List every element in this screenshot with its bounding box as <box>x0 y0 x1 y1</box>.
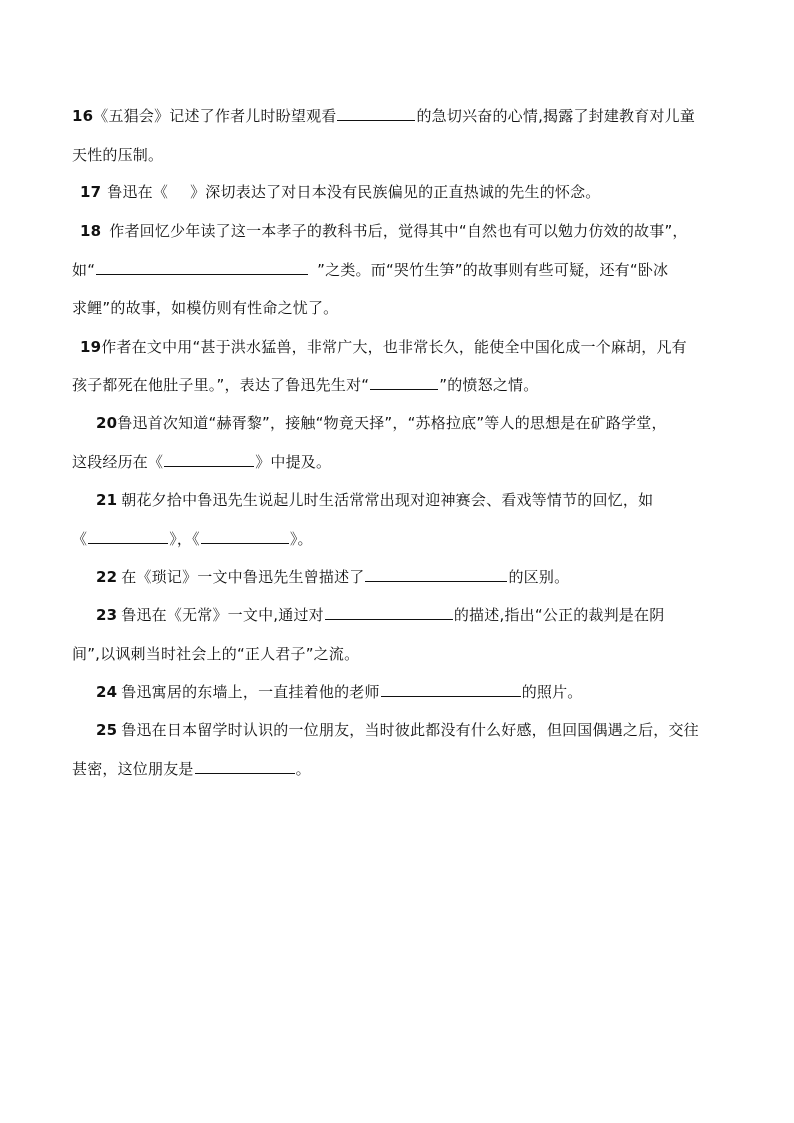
question-text: ”之类。而“哭竹生笋”的故事则有些可疑，还有“卧冰 <box>317 261 669 279</box>
question-19-line-2 <box>72 375 538 395</box>
answer-blank[interactable] <box>88 529 168 544</box>
question-text: 鲁迅在日本留学时认识的一位朋友，当时彼此都没有什么好感，但回国偶遇之后，交往 <box>121 721 699 739</box>
question-number: 22 <box>96 568 118 586</box>
question-text: 作者回忆少年读了这一本孝子的教科书后，觉得其中“自然也有可以勉力仿效的故事”， <box>109 222 688 240</box>
question-text: 鲁迅在《 <box>107 183 169 201</box>
answer-blank[interactable] <box>337 106 415 121</box>
answer-blank[interactable] <box>365 567 507 582</box>
question-25-line-1 <box>96 720 699 740</box>
question-20-line-1 <box>96 413 667 433</box>
question-text: 《 <box>72 530 88 548</box>
question-text: 鲁迅首次知道“赫胥黎”，接触“物竟天择”，“苏格拉底”等人的思想是在矿路学堂， <box>117 414 667 432</box>
question-16-line-1 <box>72 106 695 126</box>
question-text: 天性的压制。 <box>72 146 164 164</box>
question-23-line-2 <box>72 644 359 664</box>
answer-blank[interactable] <box>164 452 254 467</box>
answer-blank[interactable] <box>381 682 521 697</box>
question-17-line-1 <box>80 182 601 202</box>
question-text: 的区别。 <box>508 568 570 586</box>
question-number: 16 <box>72 107 94 125</box>
question-text: 》深切表达了对日本没有民族偏见的正直热诚的先生的怀念。 <box>190 183 601 201</box>
question-text: 《五猖会》记述了作者儿时盼望观看 <box>93 107 337 125</box>
question-20-line-2 <box>72 452 331 472</box>
question-text: 作者在文中用“甚于洪水猛兽，非常广大，也非常长久，能使全中国化成一个麻胡，凡有 <box>101 338 687 356</box>
question-16-line-2 <box>72 145 163 165</box>
question-number: 17 <box>80 183 102 201</box>
question-22-line-1 <box>96 567 569 587</box>
question-number: 18 <box>80 222 102 240</box>
question-text: 》。 <box>289 530 313 548</box>
question-text: 鲁迅寓居的东墙上，一直挂着他的老师 <box>121 683 380 701</box>
question-24-line-1 <box>96 682 583 702</box>
question-text: 鲁迅在《无常》一文中,通过对 <box>121 606 324 624</box>
answer-blank[interactable] <box>201 529 289 544</box>
question-18-line-3 <box>72 298 338 318</box>
answer-blank[interactable] <box>195 759 295 774</box>
question-text: 的照片。 <box>521 683 583 701</box>
answer-blank[interactable] <box>370 375 438 390</box>
question-number: 25 <box>96 721 118 739</box>
question-number: 19 <box>80 338 102 356</box>
question-number: 21 <box>96 491 118 509</box>
question-text: 间”,以讽刺当时社会上的“正人君子”之流。 <box>72 645 360 663</box>
answer-blank[interactable] <box>96 260 308 275</box>
question-18-line-2 <box>72 260 668 280</box>
question-text: 的描述,指出“公正的裁判是在阴 <box>453 606 665 624</box>
question-number: 24 <box>96 683 118 701</box>
question-number: 20 <box>96 414 118 432</box>
question-text: 求鲤”的故事，如模仿则有性命之忧了。 <box>72 299 339 317</box>
question-25-line-2 <box>72 759 311 779</box>
question-21-line-1 <box>96 490 653 510</box>
question-text: 。 <box>295 760 311 778</box>
question-text: 甚密，这位朋友是 <box>72 760 194 778</box>
question-number: 23 <box>96 606 118 624</box>
question-text: 在《琐记》一文中鲁迅先生曾描述了 <box>121 568 365 586</box>
question-text: 朝花夕拾中鲁迅先生说起儿时生活常常出现对迎神赛会、看戏等情节的回忆，如 <box>121 491 654 509</box>
question-text: 孩子都死在他肚子里。”，表达了鲁迅先生对“ <box>72 376 370 394</box>
question-text: 》，《 <box>169 530 200 548</box>
question-19-line-1 <box>80 337 687 357</box>
question-21-line-2 <box>72 529 313 549</box>
question-18-line-1 <box>80 221 688 241</box>
question-text: 这段经历在《 <box>72 453 164 471</box>
question-text: 》中提及。 <box>255 453 332 471</box>
answer-blank[interactable] <box>325 605 453 620</box>
question-text: 如“ <box>72 261 96 279</box>
question-text: ”的愤怒之情。 <box>439 376 539 394</box>
question-text: 的急切兴奋的心情,揭露了封建教育对儿童 <box>416 107 696 125</box>
question-23-line-1 <box>96 605 664 625</box>
